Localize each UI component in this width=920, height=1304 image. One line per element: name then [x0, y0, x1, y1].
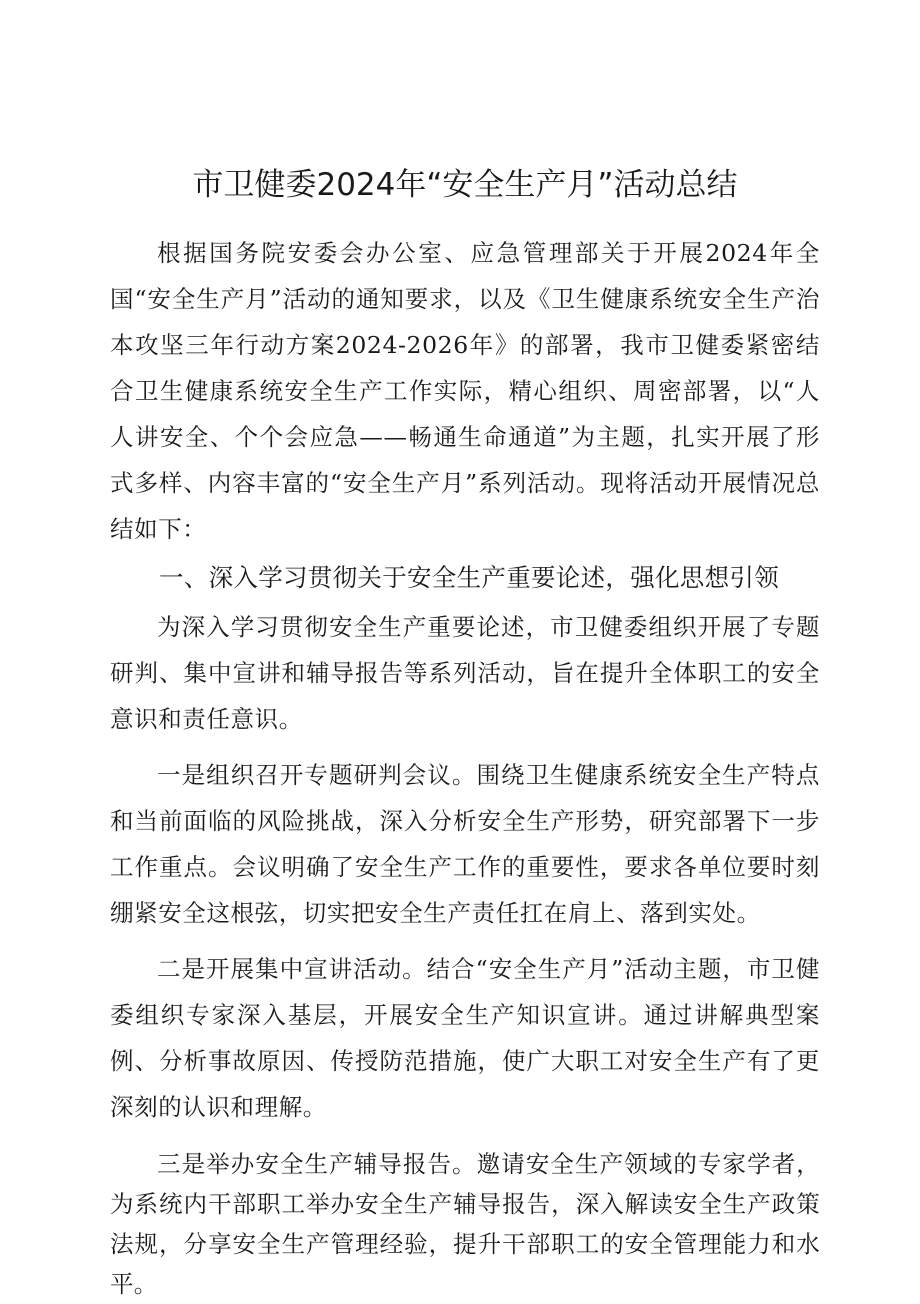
intro-paragraph: 根据国务院安委会办公室、应急管理部关于开展2024年全国“安全生产月”活动的通知要求，以及《卫生健康系统安全生产治本攻坚三年行动方案2024-2026年》的部署，我市卫健委紧密结合卫生健康系统安全生产工作实际，精心组织、周密部署，以“人人讲安全、个个会应急——畅通生命通道”为主题，扎实开展了形式多样、内容丰富的“安全生产月”系列活动。现将活动开展情况总结如下： — [110, 239, 820, 543]
section-1-heading: 一、深入学习贯彻关于安全生产重要论述，强化思想引领 — [159, 563, 779, 592]
document-page — [110, 150, 820, 1304]
section-1-intro-paragraph: 为深入学习贯彻安全生产重要论述，市卫健委组织开展了专题研判、集中宣讲和辅导报告等系列活动，旨在提升全体职工的安全意识和责任意识。 — [110, 613, 820, 733]
item-3-paragraph: 三是举办安全生产辅导报告。邀请安全生产领域的专家学者，为系统内干部职工举办安全生产辅导报告，深入解读安全生产政策法规，分享安全生产管理经验，提升干部职工的安全管理能力和水平。 — [110, 1150, 820, 1298]
document-title: 市卫健委2024年“安全生产月”活动总结 — [192, 167, 738, 203]
item-2-paragraph: 二是开展集中宣讲活动。结合“安全生产月”活动主题，市卫健委组织专家深入基层，开展安全生产知识宣讲。通过讲解典型案例、分析事故原因、传授防范措施，使广大职工对安全生产有了更深刻的认识和理解。 — [110, 955, 820, 1121]
item-1-paragraph: 一是组织召开专题研判会议。围绕卫生健康系统安全生产特点和当前面临的风险挑战，深入分析安全生产形势，研究部署下一步工作重点。会议明确了安全生产工作的重要性，要求各单位要时刻绷紧安全这根弦，切实把安全生产责任扛在肩上、落到实处。 — [110, 761, 820, 927]
